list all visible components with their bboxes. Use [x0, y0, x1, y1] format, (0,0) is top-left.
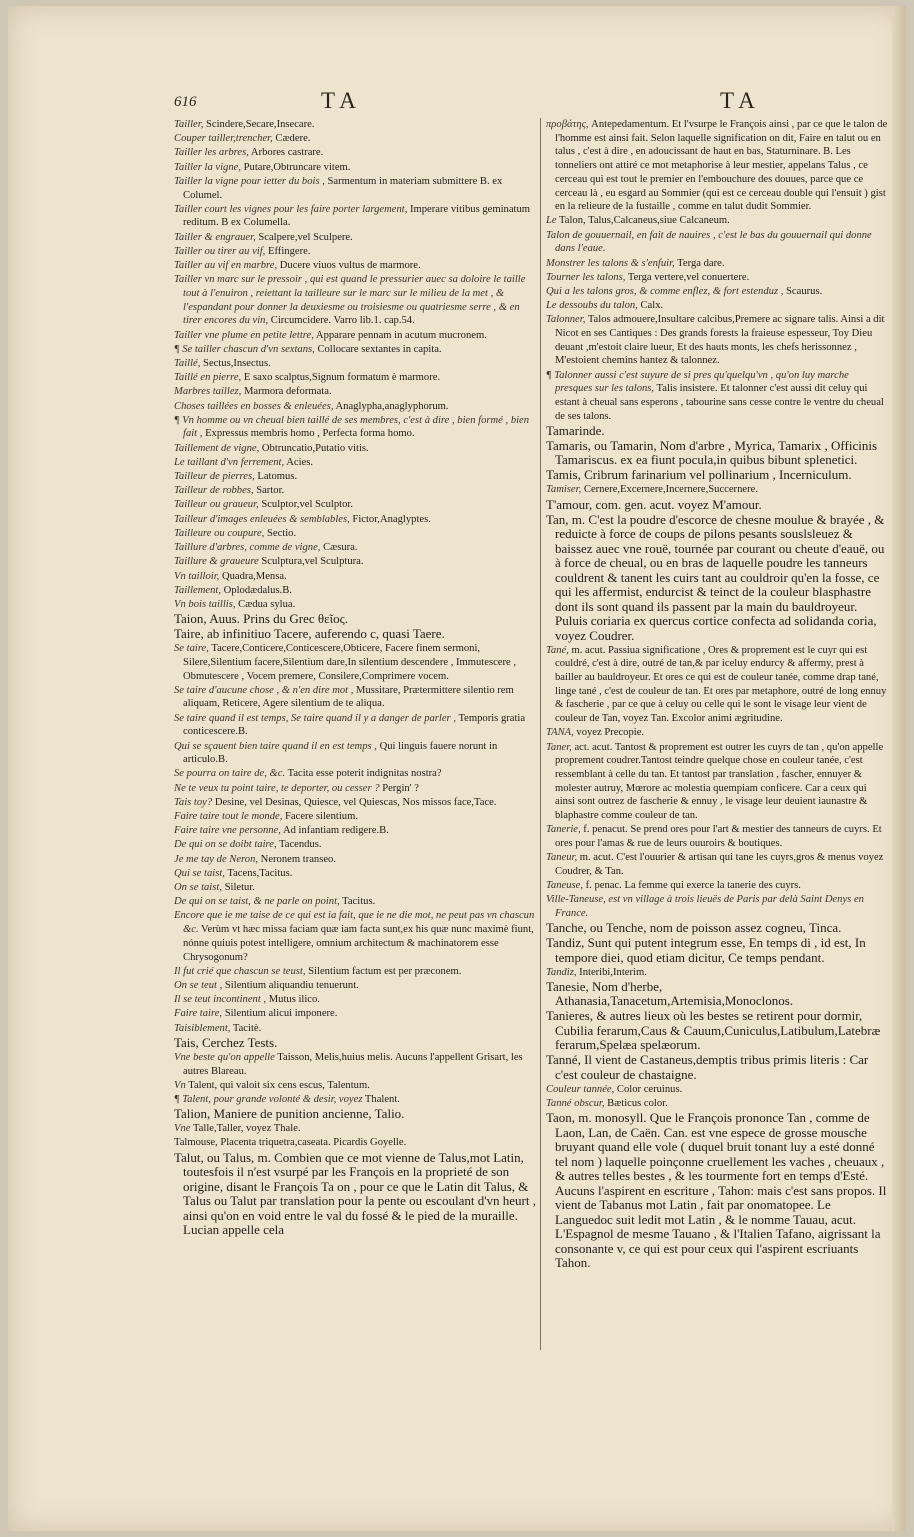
dictionary-entry: [546, 483, 888, 497]
page-header: [8, 88, 906, 118]
entry-definition: Cædua sylua.: [235, 598, 296, 610]
entry-headword: Tandiz,: [546, 966, 577, 978]
entry-definition: Tais, Cerchez Tests.: [174, 1034, 278, 1050]
entry-headword: Il se teut incontinent ,: [174, 994, 267, 1006]
right-column: [546, 118, 888, 1363]
dictionary-entry: [174, 979, 536, 993]
entry-definition: Putare,Obtruncare vitem.: [241, 161, 351, 173]
entry-definition: Taire, ab infinitiuo Tacere, auferendo c, quasi Taere.: [174, 626, 445, 642]
entry-definition: Mutus ilico.: [266, 994, 320, 1006]
dictionary-entry: [546, 1083, 888, 1097]
dictionary-entry: [174, 555, 536, 569]
entry-definition: Desine, vel Desinas, Quiesce, vel Quiescas, Nos missos face,Tace.: [212, 796, 497, 808]
entry-definition: Talion, Maniere de punition ancienne, Talio.: [174, 1106, 405, 1122]
entry-headword: Tailler vne plume en petite lettre,: [174, 329, 314, 341]
dictionary-entry: [546, 424, 888, 439]
entry-definition: Talent, qui valoit six cens escus, Talentum.: [185, 1079, 370, 1091]
entry-headword: Tailler au vif en marbre,: [174, 260, 278, 272]
dictionary-entry: [546, 936, 888, 965]
dictionary-entry: [174, 400, 536, 414]
dictionary-entry: [174, 1036, 536, 1051]
entry-definition: m. acut. Passiua significatione , Ores & proprement est le cuyr qui est couldré, c'est à dire, outré de tan,& par iceluy endurcy & affermy, prest à bailler au bauldroyeur. Et ores ce qui est de couleur tanée, comme drap tané, linge tané , c'est de couleur de tan. Et ores par metaphore, outré de long ennuy & fascherie , par ce que à celuy ou celle qui le sont le visage leur vient de couleur de Tan, voyez Tan. Excolor animi ægritudine.: [555, 644, 887, 725]
entry-headword: Tailler,: [174, 119, 204, 130]
entry-definition: Talos admouere,Insultare calcibus,Premere ac signare talis. Ainsi a dit Nicot en ses Cantiques : Des grands forests la fraieuse espesseur, Toy Dieu deuant ,m'estoit claire lueur, Et des hauts monts, les chefs herissonnez , M'estoient chemins hantez & talonnez.: [555, 314, 885, 367]
entry-headword: Vn tailloir,: [174, 570, 220, 582]
entry-definition: Talis insistere. Et talonner c'est aussi dit celuy qui estant à cheual sans esperons , tabourine sans cesse contre le ventre du cheual de ses talons.: [555, 383, 884, 422]
entry-definition: Silentium aliquandiu tenuerunt.: [222, 979, 359, 991]
dictionary-entry: [174, 1107, 536, 1122]
dictionary-entry: [174, 527, 536, 541]
entry-headword: De qui on se taist, & ne parle on point,: [174, 896, 340, 908]
dictionary-entry: [546, 439, 888, 468]
dictionary-entry: [174, 357, 536, 371]
entry-headword: Tailleur de pierres,: [174, 471, 255, 483]
running-head-left: TA: [321, 88, 362, 113]
entry-headword: Faire taire,: [174, 1008, 223, 1020]
entry-headword: Se taire quand il est temps, Se taire quand il y a danger de parler ,: [174, 712, 456, 724]
entry-headword: Qui a les talons gros, & comme enflez, & fort estenduz ,: [546, 285, 784, 297]
dictionary-entry: [174, 1007, 536, 1021]
entry-definition: Circumcidere. Varro lib.1. cap.54.: [268, 315, 415, 327]
entry-definition: Terga dare.: [674, 257, 725, 269]
dictionary-entry: [174, 161, 536, 175]
dictionary-entry: [174, 881, 536, 895]
page-number: 616: [174, 94, 197, 110]
entry-headword: Tailler la vigne,: [174, 161, 241, 173]
entry-definition: Silentium alicui imponere.: [222, 1008, 338, 1020]
entry-headword: TANA,: [546, 727, 574, 739]
entry-definition: Obtruncatio,Putatio vitis.: [259, 442, 369, 454]
dictionary-entry: [546, 1053, 888, 1082]
dictionary-entry: [174, 712, 536, 739]
entry-headword: Qui se taist,: [174, 867, 225, 879]
dictionary-entry: [174, 329, 536, 343]
dictionary-entry: [546, 741, 888, 823]
entry-headword: προβάτης,: [546, 119, 589, 130]
entry-definition: T'amour, com. gen. acut. voyez M'amour.: [546, 496, 762, 512]
entry-definition: Effingere.: [265, 245, 311, 257]
dictionary-entry: [174, 767, 536, 781]
dictionary-entry: [546, 271, 888, 285]
dictionary-entry: [174, 810, 536, 824]
entry-headword: Vne: [174, 1123, 191, 1135]
entry-definition: Imperare vitibus geminatum reditum. B ex Columella.: [183, 203, 531, 229]
entry-headword: Je me tay de Neron,: [174, 853, 259, 865]
entry-headword: Vn bois taillis,: [174, 598, 236, 610]
entry-headword: Le taillant d'vn ferrement,: [174, 456, 285, 468]
entry-headword: Ne te veux tu point taire, te deporter, ou cesser ?: [174, 782, 380, 794]
dictionary-entry: [546, 980, 888, 1009]
entry-definition: Siletur.: [221, 882, 255, 894]
dictionary-entry: [174, 612, 536, 627]
entry-headword: Marbres taillez,: [174, 386, 242, 398]
entry-headword: Faire taire tout le monde,: [174, 811, 283, 823]
entry-definition: voyez Precopie.: [573, 727, 645, 739]
entry-definition: Tacitè.: [230, 1022, 262, 1034]
page-edge: [892, 6, 906, 1531]
dictionary-entry: [546, 1111, 888, 1271]
entry-headword: Le: [546, 215, 557, 227]
entry-definition: Ad infantiam redigere.B.: [280, 825, 389, 837]
entry-headword: Vne beste qu'on appelle: [174, 1051, 275, 1063]
dictionary-entry: [546, 229, 888, 256]
entry-definition: Neronem transeo.: [258, 853, 336, 865]
dictionary-entry: [174, 442, 536, 456]
dictionary-entry: [174, 456, 536, 470]
entry-headword: Se pourra on taire de, &c.: [174, 768, 286, 780]
entry-definition: Talut, ou Talus, m. Combien que ce mot vienne de Talus,mot Latin, toutesfois il n'est vsurpé par les François en la proprieté de son origine, disant le François Ta on , pour ce que le Latin dit Talus, & Talus ou Talut par translation pour la pente ou escoulant d'vn heurt , ainsi qu'on en void entre le val du fossé & le pied de la muraille. Lucian appelle cela: [174, 1149, 536, 1238]
dictionary-entry: [174, 993, 536, 1007]
dictionary-entry: [174, 175, 536, 202]
dictionary-entry: [174, 642, 536, 683]
entry-definition: Verùm vt hæc missa faciam quæ iam facta sunt,ex his quæ nunc maximè fiunt, nónne quiuis potest intelligere, omnium architectum & machinatorem esse Chrysogonum?: [183, 924, 534, 963]
entry-headword: Tailler court les vignes pour les faire porter largement,: [174, 203, 408, 215]
entry-definition: Taisson, Melis,huius melis. Aucuns l'appellent Grisart, les autres Blareau.: [183, 1051, 523, 1077]
entry-definition: act. acut. Tantost & proprement est outrer les cuyrs de tan , qu'on appelle proprement coudrer.Tantost teindre quelque chose en couleur tanée, c'est ressemblant à celle du tan. Et tantost par translation , fascher, ennuyer & molester autruy, Mœrore ac molestia quempiam conficere. Car a ceux qui ainsi sont outrez de fascherie & ennuy , le visage leur deuient iaunastre & blaphastre comme couleur de tan.: [555, 741, 884, 822]
entry-headword: Taillure & graueure: [174, 556, 259, 568]
entry-headword: Tais toy?: [174, 796, 213, 808]
dictionary-entry: [174, 498, 536, 512]
dictionary-entry: [174, 541, 536, 555]
left-column: [174, 118, 536, 1363]
entry-definition: Facere silentium.: [282, 811, 358, 823]
dictionary-entry: [546, 879, 888, 893]
entry-headword: On se teut ,: [174, 979, 223, 991]
book-page: [8, 6, 906, 1531]
entry-definition: Pergin' ?: [379, 782, 419, 794]
entry-headword: Se taire,: [174, 643, 209, 655]
entry-definition: Cernere,Excernere,Incernere,Succernere.: [581, 484, 758, 496]
entry-headword: Tailleur ou graueur,: [174, 499, 259, 511]
entry-headword: On se taist,: [174, 882, 222, 894]
dictionary-entry: [174, 414, 536, 441]
entry-headword: Taisiblement,: [174, 1022, 231, 1034]
dictionary-entry: [546, 823, 888, 850]
entry-headword: Taillement,: [174, 584, 221, 596]
entry-headword: ¶ Se tailler chascun d'vn sextans,: [174, 343, 315, 355]
dictionary-entry: [546, 285, 888, 299]
dictionary-entry: [546, 513, 888, 644]
dictionary-entry: [174, 867, 536, 881]
entry-headword: Taillure d'arbres, comme de vigne,: [174, 542, 321, 554]
entry-definition: Latomus.: [254, 471, 298, 483]
entry-definition: Tamis, Cribrum farinarium vel pollinarium , Incerniculum.: [546, 467, 852, 483]
entry-definition: Interibi,Interim.: [576, 966, 647, 978]
entry-headword: Qui se sçauent bien taire quand il en est temps ,: [174, 740, 377, 752]
dictionary-entry: [174, 1093, 536, 1107]
dictionary-entry: [546, 851, 888, 878]
entry-definition: Cædere.: [272, 133, 311, 145]
dictionary-entry: [174, 146, 536, 160]
entry-definition: Tanné, Il vient de Castaneus,demptis tribus primis literis : Car c'est couleur de chastaigne.: [546, 1052, 869, 1082]
entry-definition: Color ceruinus.: [614, 1083, 683, 1095]
entry-definition: Sectio.: [264, 527, 297, 539]
entry-definition: Sectus,Insectus.: [200, 357, 271, 369]
dictionary-entry: [546, 726, 888, 740]
entry-headword: Faire taire vne personne,: [174, 825, 281, 837]
dictionary-entry: [174, 782, 536, 796]
entry-definition: Sartor.: [253, 485, 285, 497]
dictionary-entry: [174, 259, 536, 273]
dictionary-entry: [174, 132, 536, 146]
dictionary-entry: [174, 343, 536, 357]
entry-definition: E saxo scalptus,Signum formatum è marmore.: [241, 372, 441, 384]
entry-definition: Tacens,Tacitus.: [224, 867, 293, 879]
dictionary-entry: [546, 369, 888, 424]
entry-headword: Tailleure ou coupure,: [174, 527, 265, 539]
entry-definition: Talle,Taller, voyez Thale.: [190, 1123, 301, 1135]
column-rule: [540, 118, 541, 1350]
dictionary-entry: [174, 895, 536, 909]
dictionary-entry: [174, 824, 536, 838]
entry-definition: Sculptura,vel Sculptura.: [258, 556, 364, 568]
dictionary-entry: [174, 1136, 536, 1150]
entry-definition: Scindere,Secare,Insecare.: [203, 119, 315, 130]
entry-headword: Tailler & engrauer,: [174, 231, 256, 243]
entry-headword: Taillement de vigne,: [174, 442, 260, 454]
dictionary-entry: [546, 1097, 888, 1111]
dictionary-entry: [546, 313, 888, 368]
entry-headword: Tané,: [546, 644, 569, 656]
dictionary-entry: [174, 273, 536, 328]
dictionary-entry: [546, 299, 888, 313]
dictionary-entry: [174, 231, 536, 245]
dictionary-entry: [174, 965, 536, 979]
entry-definition: Tacere,Conticere,Conticescere,Obticere, Facere finem sermoni, Silere,Silentium facere,Silentium dare,In silentium descendere , Immutescere , Obmutescere , Vocem premere, Consilere,Comprimere vocem.: [183, 643, 516, 682]
entry-definition: Bæticus color.: [604, 1098, 668, 1110]
entry-definition: Oplodædalus.B.: [221, 584, 292, 596]
entry-definition: Anaglypha,anaglyphorum.: [333, 400, 449, 412]
dictionary-entry: [174, 513, 536, 527]
entry-headword: Taneuse,: [546, 880, 583, 892]
entry-definition: Tanche, ou Tenche, nom de poisson assez cogneu, Tinca.: [546, 920, 842, 936]
entry-headword: Tailleur d'images enleuées & semblables,: [174, 513, 350, 525]
entry-headword: Tailler les arbres,: [174, 147, 249, 159]
entry-headword: ¶ Talonner aussi c'est suyure de si pres qu'quelqu'vn , qu'on luy marche presques sur les talons,: [546, 369, 849, 395]
entry-headword: Encore que ie me taise de ce qui est ia fait, que ie ne die mot, ne peut pas vn chascun &c.: [174, 910, 535, 936]
entry-definition: Taon, m. monosyll. Que le François prononce Tan , comme de Laon, Lan, de Caën. Can. est vne espece de grosse mousche bruyant quand elle vole ( duquel bruit tonant luy a esté donné tel nom ) laquelle poinçonne cruellement les vaches , cheuaux , & autres telles bestes , & les tourmente fort en temps d'Esté. Aucuns l'aspirent en escriture , Tahon: mais c'est sans propos. Il vient de Tabanus mot Latin , fait par onomatopee. Le Languedoc suit ledit mot Latin , & le nomme Tauau, acut. L'Espagnol de mesme Tauano , & l'Italien Tafano, aigrissant la consonante v, ce qui est pour ceux qui l'aspirent escriuants Tahon.: [546, 1110, 887, 1271]
entry-definition: f. penac. La femme qui exerce la tanerie des cuyrs.: [583, 880, 801, 892]
entry-headword: Le dessoubs du talon,: [546, 300, 638, 312]
entry-headword: Tailler la vigne pour ietter du bois ,: [174, 175, 325, 187]
entry-headword: ¶ Talent, pour grande volonté & desir, voyez: [174, 1093, 363, 1105]
entry-definition: Tamarinde.: [546, 422, 605, 438]
dictionary-entry: [174, 740, 536, 767]
entry-definition: Thalent.: [362, 1093, 400, 1105]
entry-definition: m. acut. C'est l'ouurier & artisan qui tane les cuyrs,gros & menus voyez Coudrer, & Tan.: [555, 852, 884, 877]
dictionary-entry: [174, 1122, 536, 1136]
entry-headword: Ville-Taneuse, est vn village à trois lieuës de Paris par delà Saint Denys en France.: [546, 894, 864, 920]
entry-definition: Sarmentum in materiam submittere B. ex Columel.: [183, 175, 503, 201]
dictionary-entry: [174, 1022, 536, 1036]
entry-definition: Sculptor,vel Sculptor.: [258, 499, 353, 511]
entry-definition: Talmouse, Placenta triquetra,caseata. Picardis Goyelle.: [174, 1137, 407, 1149]
entry-definition: Tandiz, Sunt qui putent integrum esse, En temps di , id est, In tempore diei, quod etiam dicitur, Ce temps pendant.: [546, 935, 866, 965]
dictionary-entry: [174, 838, 536, 852]
entry-definition: Terga vertere,vel conuertere.: [625, 271, 750, 283]
entry-definition: f. penacut. Se prend ores pour l'art & mestier des tanneurs de cuyrs. Et ores pour l'amas & rue de leurs ouuroirs & boutiques.: [555, 824, 882, 850]
dictionary-entry: [546, 966, 888, 980]
entry-headword: Couleur tannée,: [546, 1083, 615, 1095]
dictionary-entry: [174, 1151, 536, 1238]
entry-headword: Choses taillées en bosses & enleuées,: [174, 400, 334, 412]
entry-definition: Cæsura.: [320, 542, 358, 554]
entry-headword: De qui on se doibt taire,: [174, 839, 277, 851]
entry-headword: Tamiser,: [546, 484, 582, 496]
entry-definition: Quadra,Mensa.: [219, 570, 287, 582]
running-head-right: TA: [720, 88, 761, 113]
entry-definition: Talon, Talus,Calcaneus,siue Calcaneum.: [556, 215, 730, 227]
entry-definition: Scaurus.: [783, 285, 823, 297]
entry-definition: Marmora deformata.: [241, 386, 332, 398]
entry-definition: Collocare sextantes in capita.: [314, 343, 442, 355]
dictionary-entry: [546, 498, 888, 513]
entry-definition: Mussitare, Prætermittere silentio rem aliquam, Reticere, Agere silentium de te aliqua.: [183, 684, 514, 710]
entry-headword: Talon de gouuernail, en fait de nauires , c'est le bas du gouuernail qui donne dans l'eaue.: [546, 229, 872, 255]
dictionary-entry: [174, 796, 536, 810]
dictionary-entry: [174, 570, 536, 584]
entry-definition: Scalpere,vel Sculpere.: [255, 231, 353, 243]
entry-headword: Tailler ou tirer au vif,: [174, 245, 266, 257]
dictionary-entry: [174, 598, 536, 612]
entry-headword: Talonner,: [546, 314, 586, 326]
entry-definition: Arbores castrare.: [248, 147, 324, 159]
entry-headword: Monstrer les talons & s'enfuir,: [546, 257, 675, 269]
entry-definition: Temporis gratia conticescere.B.: [183, 712, 526, 738]
entry-headword: Tanné obscur,: [546, 1098, 605, 1110]
entry-headword: Tailleur de robbes,: [174, 485, 254, 497]
entry-headword: Taillé en pierre,: [174, 372, 242, 384]
entry-headword: Taillé,: [174, 357, 201, 369]
dictionary-entry: [174, 853, 536, 867]
dictionary-entry: [174, 1079, 536, 1093]
dictionary-entry: [174, 371, 536, 385]
dictionary-entry: [174, 203, 536, 230]
entry-definition: Antepedamentum. Et l'vsurpe le François ainsi , par ce que le talon de l'homme est ainsi fait. Selon laquelle signification on dit, Faire en talut ou en talus , c'est à dire , en adoucissant de haut en bas, Staturninare. B. Les tonneliers ont attiré ce mot metaphorise à leur mestier, appelans Talus , ce cerceau qui est tout le premier en l'embouchure des douues, parce que ce cerceau là , eu esgard au Sommier (qui est ce cerceau double qui l'ensuit ) gist en la relieure de la fustaille , comme en talut dudit Sommier.: [555, 119, 888, 213]
dictionary-entry: [174, 470, 536, 484]
dictionary-entry: [546, 257, 888, 271]
entry-headword: Tanerie,: [546, 824, 581, 836]
entry-definition: Tacendus.: [276, 839, 322, 851]
entry-definition: Expressus membris homo , Perfecta forma homo.: [202, 428, 415, 440]
entry-headword: Couper tailler,trencher,: [174, 133, 273, 145]
entry-headword: Il fut crié que chascun se teust,: [174, 965, 306, 977]
entry-definition: Tacita esse poterit indignitas nostra?: [285, 768, 442, 780]
entry-definition: Tacitus.: [339, 896, 376, 908]
entry-definition: Fictor,Anaglyptes.: [349, 513, 431, 525]
dictionary-entry: [174, 627, 536, 642]
dictionary-entry: [546, 214, 888, 228]
dictionary-entry: [174, 909, 536, 964]
entry-definition: Tan, m. C'est la poudre d'escorce de chesne moulue & brayée , & reduicte à force de coups de pilons pesants souslsleuez & baissez auec vne rouë, tournée par courant ou cheute d'eauë, ou à force de cheual, ou en bras de laquelle poudre les tanneurs couldrent & tanent les cuirs tant au couldroir qu'en la fosse, ce qui les affermist, endurcist & teinct de la couleur blasphastre dont ils sont quand ils passent par la main du bauldroyeur. Puluis coriaria ex quercus cortice confecta ad solidanda coria, voyez Coudrer.: [546, 511, 885, 643]
entry-headword: Vn: [174, 1079, 186, 1091]
dictionary-entry: [174, 684, 536, 711]
entry-definition: Tanieres, & autres lieux où les bestes se retirent pour dormir, Cubilia ferarum,Caus & Cauum,Cuniculus,Latibulum,Latebræ ferarum,Spelæa spelæorum.: [546, 1008, 881, 1053]
dictionary-entry: [174, 1051, 536, 1078]
entry-headword: ¶ Vn homme ou vn cheual bien taillé de ses membres, c'est à dire , bien formé , bien fait ,: [174, 414, 530, 440]
dictionary-entry: [546, 118, 888, 214]
entry-definition: Apparare pennam in acutum mucronem.: [313, 329, 487, 341]
entry-definition: Ducere viuos vultus de marmore.: [277, 260, 421, 272]
dictionary-entry: [546, 644, 888, 726]
entry-headword: Se taire d'aucune chose , & n'en dire mot ,: [174, 684, 354, 696]
entry-definition: Tamaris, ou Tamarin, Nom d'arbre , Myrica, Tamarix , Officinis Tamariscus. ex ea fiunt pocula,in quibus bibunt splenetici.: [546, 437, 878, 468]
entry-definition: Silentium factum est per præconem.: [305, 965, 462, 977]
dictionary-entry: [174, 484, 536, 498]
entry-headword: Tourner les talons,: [546, 271, 626, 283]
entry-headword: Tailler vn marc sur le pressoir , qui est quand le pressurier auec sa doloire le taille tout à l'enuiron , reiettant la tailleure sur le marc sur le milieu de la met , & l'espandant pour donner la deuxiesme ou troisiesme ou quatriesme serre , & en tirer encores du vin,: [174, 274, 526, 327]
dictionary-entry: [546, 921, 888, 936]
entry-headword: Taneur,: [546, 852, 578, 864]
entry-definition: Qui linguis fauere norunt in articulo.B.: [183, 740, 498, 766]
dictionary-entry: [174, 385, 536, 399]
entry-definition: Taion, Auus. Prins du Grec θεῖος.: [174, 611, 348, 627]
dictionary-entry: [174, 245, 536, 259]
dictionary-entry: [546, 893, 888, 920]
entry-definition: Acies.: [284, 456, 313, 468]
entry-definition: Tanesie, Nom d'herbe, Athanasia,Tanacetum,Artemisia,Monoclonos.: [546, 978, 794, 1009]
dictionary-entry: [174, 584, 536, 598]
dictionary-entry: [174, 118, 536, 132]
dictionary-entry: [546, 1009, 888, 1053]
dictionary-entry: [546, 468, 888, 483]
entry-headword: Taner,: [546, 741, 572, 753]
entry-definition: Calx.: [637, 300, 664, 312]
